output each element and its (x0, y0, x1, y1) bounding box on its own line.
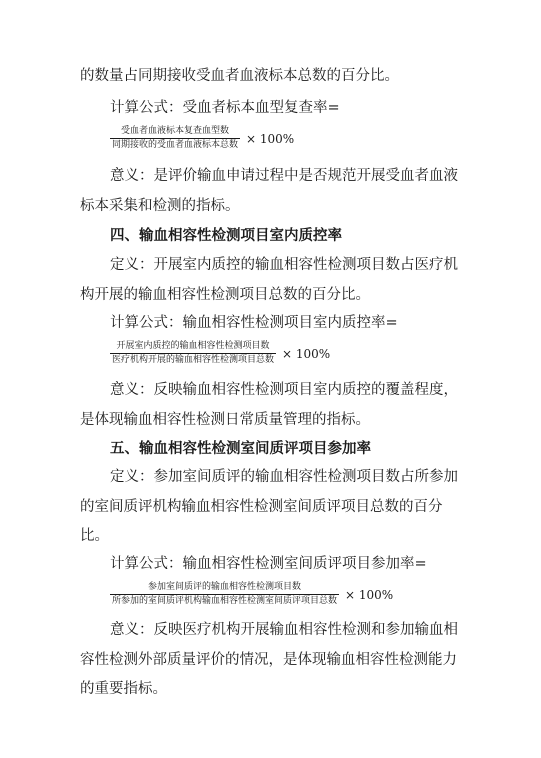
fraction (110, 582, 339, 607)
denominator: 所参加的室间质评机构输血相容性检测室间质评项目总数 (112, 596, 338, 606)
denominator: 医疗机构开展的输血相容性检测项目总数 (112, 355, 275, 365)
text-line: 比。 (80, 528, 109, 544)
text-line: 定义：参加室间质评的输血相容性检测项目数占所参加 (110, 469, 458, 485)
text-line: 容性检测外部质量评价的情况，是体现输血相容性检测能力 (80, 652, 457, 668)
multiplier: × 100% (246, 131, 295, 146)
text-line: 的室间质评机构输血相容性检测室间质评项目总数的百分 (80, 499, 443, 515)
multiplier: × 100% (345, 587, 394, 602)
formula-label: 计算公式：输血相容性检测室间质评项目参加率= (110, 556, 427, 572)
formula-internal-qc-rate (110, 341, 330, 366)
section-heading: 五、输血相容性检测室间质评项目参加率 (110, 441, 371, 457)
formula-eqa-participation-rate (110, 582, 393, 607)
text-line: 标本采集和检测的指标。 (80, 198, 240, 214)
text-line: 定义：开展室内质控的输血相容性检测项目数占医疗机 (110, 257, 458, 273)
text-line: 意义：反映输血相容性检测项目室内质控的覆盖程度， (110, 382, 458, 398)
text-line: 意义：反映医疗机构开展输血相容性检测和参加输血相 (110, 622, 458, 638)
text-line: 意义：是评价输血申请过程中是否规范开展受血者血液 (110, 168, 458, 184)
numerator: 开展室内质控的输血相容性检测项目数 (116, 341, 270, 351)
formula-label: 计算公式：受血者标本血型复查率= (110, 100, 340, 116)
denominator: 同期接收的受血者血液标本总数 (112, 140, 239, 150)
fraction (110, 341, 276, 366)
text-line: 的重要指标。 (80, 681, 167, 697)
text-line: 构开展的输血相容性检测项目总数的百分比。 (80, 287, 370, 303)
text-line: 的数量占同期接收受血者血液标本总数的百分比。 (80, 68, 399, 84)
numerator: 受血者血液标本复查血型数 (121, 126, 230, 136)
formula-label: 计算公式：输血相容性检测项目室内质控率= (110, 315, 398, 331)
numerator: 参加室间质评的输血相容性检测项目数 (148, 582, 302, 592)
section-heading: 四、输血相容性检测项目室内质控率 (110, 228, 342, 244)
text-line: 是体现输血相容性检测日常质量管理的指标。 (80, 412, 370, 428)
multiplier: × 100% (282, 346, 331, 361)
fraction (110, 126, 240, 151)
formula-review-rate (110, 126, 294, 151)
